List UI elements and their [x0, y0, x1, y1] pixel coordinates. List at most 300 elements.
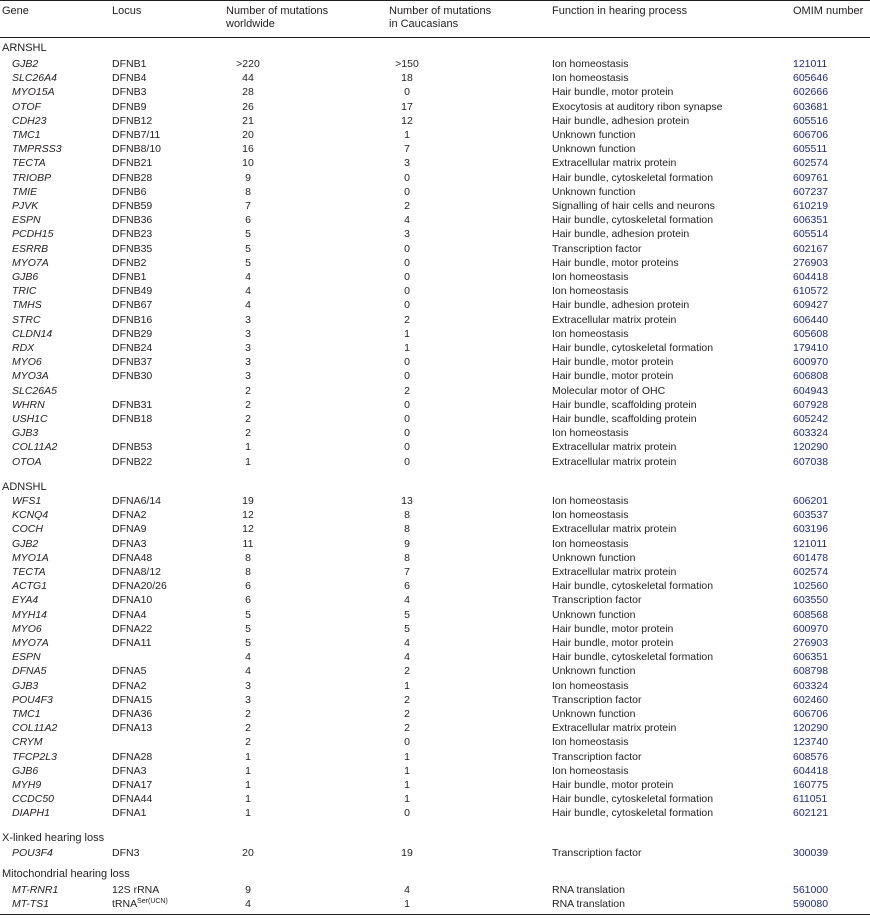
- cell-function: Unknown function: [552, 129, 636, 141]
- cell-gene: TMIE: [12, 185, 38, 198]
- cell-caucasians: 0: [404, 171, 410, 184]
- cell-worldwide: 20: [242, 129, 254, 141]
- table-row: [0, 426, 870, 440]
- cell-function: Ion homeostasis: [552, 285, 629, 298]
- cell-omim: 603537: [793, 509, 829, 522]
- cell-locus: DFNA6/14: [112, 495, 162, 507]
- cell-gene: CCDC50: [12, 793, 55, 806]
- cell-caucasians: 4: [404, 637, 410, 649]
- cell-omim: 276903: [793, 637, 829, 649]
- cell-caucasians: 2: [404, 665, 410, 678]
- cell-function: Hair bundle, adhesion protein: [552, 114, 690, 127]
- cell-worldwide: 4: [245, 271, 251, 283]
- cell-function: Ion homeostasis: [552, 58, 629, 70]
- cell-worldwide: 2: [245, 384, 251, 397]
- cell-worldwide: 5: [245, 228, 251, 241]
- cell-caucasians: 1: [404, 342, 410, 354]
- cell-gene: USH1C: [12, 413, 48, 425]
- cell-caucasians: 2: [404, 693, 410, 706]
- cell-function: Ion homeostasis: [552, 764, 629, 777]
- cell-caucasians: 5: [404, 622, 410, 635]
- table-row: [0, 522, 870, 536]
- cell-worldwide: 12: [242, 523, 254, 536]
- cell-caucasians: 3: [404, 228, 410, 241]
- cell-worldwide: 5: [245, 622, 251, 635]
- table-row: [0, 778, 870, 792]
- cell-caucasians: >150: [395, 58, 419, 70]
- cell-omim: 121011: [793, 58, 828, 70]
- cell-gene: WHRN: [12, 398, 45, 411]
- cell-caucasians: 0: [404, 370, 410, 383]
- table-row: [0, 883, 870, 897]
- cell-worldwide: 5: [245, 608, 251, 621]
- cell-locus: DFNA20/26: [112, 580, 167, 593]
- table-row: [0, 846, 870, 860]
- table-row: [0, 764, 870, 778]
- table-row: [0, 256, 870, 270]
- cell-caucasians: 1: [404, 750, 410, 763]
- header-caucasians-line2: in Caucasians: [389, 18, 459, 30]
- cell-gene: MYH14: [12, 608, 48, 621]
- cell-worldwide: 2: [245, 708, 251, 720]
- table-row: [0, 693, 870, 707]
- cell-caucasians: 4: [404, 214, 410, 227]
- cell-worldwide: 3: [245, 327, 251, 340]
- cell-locus: DFNA5: [112, 665, 147, 678]
- cell-omim: 602167: [793, 242, 829, 255]
- cell-caucasians: 2: [404, 384, 410, 397]
- cell-function: Transcription factor: [552, 594, 642, 607]
- cell-caucasians: 1: [404, 898, 410, 911]
- table-row: [0, 270, 870, 284]
- cell-omim: 605646: [793, 72, 829, 85]
- cell-function: Hair bundle, adhesion protein: [552, 228, 690, 241]
- cell-locus: DFNB30: [112, 370, 153, 383]
- cell-gene: GJB3: [12, 427, 39, 440]
- table-header: [0, 0, 870, 38]
- cell-omim: 602460: [793, 693, 829, 706]
- cell-worldwide: 9: [245, 171, 251, 184]
- cell-locus: DFNA8/12: [112, 566, 162, 578]
- cell-function: Unknown function: [552, 143, 636, 156]
- cell-locus: DFNB23: [112, 228, 153, 241]
- cell-omim: 610572: [793, 285, 829, 298]
- table-row: [0, 199, 870, 213]
- cell-function: Hair bundle, scaffolding protein: [552, 413, 697, 425]
- cell-worldwide: 26: [242, 100, 254, 113]
- cell-function: Hair bundle, motor protein: [552, 637, 674, 649]
- cell-locus: DFNB29: [112, 327, 153, 340]
- cell-caucasians: 0: [404, 271, 410, 283]
- cell-omim: 605242: [793, 413, 829, 425]
- cell-worldwide: 1: [245, 793, 251, 806]
- cell-worldwide: 3: [245, 342, 251, 354]
- header-gene: Gene: [2, 5, 29, 17]
- cell-omim: 606351: [793, 214, 829, 227]
- cell-caucasians: 5: [404, 608, 410, 621]
- cell-omim: 605608: [793, 327, 829, 340]
- cell-caucasians: 4: [404, 651, 410, 664]
- cell-function: Ion homeostasis: [552, 509, 629, 522]
- cell-gene: EYA4: [12, 594, 39, 607]
- locus-superscript: Ser(UCN): [137, 898, 168, 906]
- cell-omim: 179410: [793, 342, 829, 354]
- cell-locus: DFNB1: [112, 271, 147, 283]
- cell-omim: 606351: [793, 651, 829, 664]
- cell-locus: DFNA4: [112, 608, 147, 621]
- table-row: [0, 750, 870, 764]
- cell-worldwide: 16: [242, 143, 254, 156]
- table-row: [0, 185, 870, 199]
- cell-function: Ion homeostasis: [552, 537, 629, 550]
- cell-gene: TMPRSS3: [12, 143, 62, 156]
- cell-caucasians: 8: [404, 523, 410, 536]
- cell-caucasians: 1: [404, 327, 410, 340]
- cell-locus: DFNB36: [112, 214, 153, 227]
- cell-function: Signalling of hair cells and neurons: [552, 200, 715, 212]
- cell-caucasians: 1: [404, 679, 410, 692]
- cell-gene: TMC1: [12, 129, 41, 141]
- table-row: [0, 85, 870, 99]
- cell-locus: DFNB12: [112, 114, 153, 127]
- cell-function: Hair bundle, cytoskeletal formation: [552, 171, 714, 184]
- cell-locus: DFNB49: [112, 285, 153, 298]
- cell-worldwide: 5: [245, 256, 251, 269]
- table-bottom-rule: [0, 914, 870, 915]
- cell-caucasians: 12: [401, 114, 413, 127]
- cell-function: Transcription factor: [552, 847, 642, 859]
- cell-gene: COCH: [12, 523, 43, 536]
- cell-worldwide: 21: [242, 114, 254, 127]
- cell-function: Hair bundle, motor protein: [552, 86, 674, 99]
- cell-caucasians: 19: [401, 847, 413, 859]
- cell-function: Unknown function: [552, 608, 636, 621]
- cell-gene: ESPN: [12, 651, 41, 664]
- table-row: [0, 341, 870, 355]
- table-row: [0, 71, 870, 85]
- cell-locus: DFNB18: [112, 413, 153, 425]
- cell-caucasians: 4: [404, 594, 410, 607]
- section-heading: Mitochondrial hearing loss: [2, 868, 130, 880]
- cell-function: Hair bundle, adhesion protein: [552, 299, 690, 312]
- cell-omim: 608798: [793, 665, 829, 678]
- table-row: [0, 227, 870, 241]
- cell-function: Hair bundle, motor protein: [552, 370, 674, 383]
- cell-function: Ion homeostasis: [552, 271, 629, 283]
- cell-omim: 606706: [793, 129, 829, 141]
- cell-worldwide: 2: [245, 413, 251, 425]
- cell-function: RNA translation: [552, 898, 625, 911]
- cell-gene: MT-TS1: [12, 898, 49, 911]
- section-heading: X-linked hearing loss: [2, 832, 105, 844]
- table-row: [0, 213, 870, 227]
- cell-gene: MYO7A: [12, 637, 49, 649]
- cell-locus: 12S rRNA: [112, 884, 160, 896]
- cell-gene: MYO15A: [12, 86, 55, 99]
- cell-function: Hair bundle, cytoskeletal formation: [552, 580, 714, 593]
- cell-locus: DFNA28: [112, 750, 153, 763]
- cell-function: Transcription factor: [552, 693, 642, 706]
- cell-omim: 605514: [793, 228, 829, 241]
- cell-omim: 590080: [793, 898, 829, 911]
- cell-gene: PCDH15: [12, 228, 54, 241]
- cell-worldwide: 5: [245, 637, 251, 649]
- cell-function: Hair bundle, motor proteins: [552, 256, 679, 269]
- cell-gene: CRYM: [12, 736, 43, 749]
- cell-gene: GJB6: [12, 271, 39, 283]
- cell-locus: DFNB16: [112, 313, 153, 326]
- cell-caucasians: 13: [401, 495, 413, 507]
- cell-worldwide: 3: [245, 356, 251, 369]
- cell-omim: 604943: [793, 384, 829, 397]
- table-row: [0, 100, 870, 114]
- cell-caucasians: 0: [404, 427, 410, 440]
- cell-worldwide: 1: [245, 750, 251, 763]
- cell-caucasians: 3: [404, 157, 410, 170]
- cell-gene: TRIC: [12, 285, 37, 298]
- cell-caucasians: 6: [404, 580, 410, 593]
- cell-caucasians: 8: [404, 551, 410, 564]
- cell-worldwide: 4: [245, 898, 251, 911]
- cell-locus: DFNA44: [112, 793, 153, 806]
- cell-locus: DFNB24: [112, 342, 153, 354]
- cell-omim: 602121: [793, 807, 829, 820]
- cell-caucasians: 0: [404, 356, 410, 369]
- cell-worldwide: 2: [245, 427, 251, 440]
- cell-worldwide: 12: [242, 509, 254, 522]
- cell-locus: DFNB37: [112, 356, 153, 369]
- cell-omim: 121011: [793, 537, 828, 550]
- cell-caucasians: 0: [404, 807, 410, 820]
- cell-locus: DFNB6: [112, 185, 147, 198]
- cell-function: Extracellular matrix protein: [552, 523, 677, 536]
- cell-omim: 608576: [793, 750, 829, 763]
- cell-omim: 102560: [793, 580, 829, 593]
- table-row: [0, 494, 870, 508]
- cell-caucasians: 7: [404, 566, 410, 578]
- cell-omim: 605511: [793, 143, 828, 156]
- cell-worldwide: 4: [245, 665, 251, 678]
- table-row: [0, 171, 870, 185]
- table-row: [0, 565, 870, 579]
- cell-caucasians: 0: [404, 455, 410, 468]
- cell-caucasians: 2: [404, 313, 410, 326]
- cell-worldwide: 1: [245, 807, 251, 820]
- cell-locus: DFNA11: [112, 637, 152, 649]
- cell-caucasians: 0: [404, 413, 410, 425]
- cell-gene: ACTG1: [12, 580, 48, 593]
- cell-locus: DFNB7/11: [112, 129, 161, 141]
- cell-omim: 120290: [793, 441, 829, 454]
- table-row: [0, 114, 870, 128]
- cell-worldwide: 3: [245, 693, 251, 706]
- cell-caucasians: 8: [404, 509, 410, 522]
- cell-function: Hair bundle, cytoskeletal formation: [552, 214, 714, 227]
- cell-gene: MT-RNR1: [12, 884, 59, 896]
- cell-caucasians: 0: [404, 86, 410, 99]
- table-row: [0, 440, 870, 454]
- cell-gene: TRIOBP: [12, 171, 52, 184]
- cell-locus: DFNB3: [112, 86, 147, 99]
- header-caucasians: [389, 5, 491, 31]
- cell-gene: COL11A2: [12, 441, 58, 454]
- cell-caucasians: 2: [404, 708, 410, 720]
- cell-gene: GJB6: [12, 764, 39, 777]
- cell-locus: DFNA36: [112, 708, 153, 720]
- cell-worldwide: 4: [245, 285, 251, 298]
- cell-omim: 123740: [793, 736, 829, 749]
- cell-worldwide: >220: [236, 58, 260, 70]
- cell-worldwide: 3: [245, 370, 251, 383]
- cell-worldwide: 2: [245, 398, 251, 411]
- cell-gene: POU3F4: [12, 847, 53, 859]
- cell-locus: DFNA10: [112, 594, 153, 607]
- cell-function: Ion homeostasis: [552, 495, 629, 507]
- cell-worldwide: 4: [245, 651, 251, 664]
- header-caucasians-line1: Number of mutations: [389, 5, 492, 17]
- cell-function: Hair bundle, motor protein: [552, 779, 674, 791]
- cell-worldwide: 3: [245, 679, 251, 692]
- cell-locus: DFNB8/10: [112, 143, 162, 156]
- table-row: [0, 355, 870, 369]
- cell-omim: 602574: [793, 566, 829, 578]
- cell-worldwide: 11: [242, 537, 254, 550]
- cell-omim: 160775: [793, 779, 829, 791]
- cell-function: Extracellular matrix protein: [552, 157, 677, 170]
- cell-caucasians: 0: [404, 242, 410, 255]
- table-row: [0, 242, 870, 256]
- cell-omim: 606808: [793, 370, 829, 383]
- cell-gene: MYO6: [12, 622, 42, 635]
- cell-caucasians: 0: [404, 299, 410, 312]
- cell-worldwide: 1: [245, 441, 251, 454]
- cell-caucasians: 2: [404, 200, 410, 212]
- cell-function: Hair bundle, scaffolding protein: [552, 398, 697, 411]
- table-row: [0, 412, 870, 426]
- cell-omim: 600970: [793, 356, 829, 369]
- table-row: [0, 636, 870, 650]
- table-row: [0, 593, 870, 607]
- cell-omim: 610219: [793, 200, 829, 212]
- cell-omim: 603196: [793, 523, 829, 536]
- header-omim: OMIM number: [793, 5, 864, 17]
- cell-locus: DFNA9: [112, 523, 147, 536]
- cell-omim: 604418: [793, 271, 829, 283]
- cell-worldwide: 10: [242, 157, 254, 170]
- cell-omim: 276903: [793, 256, 829, 269]
- cell-locus: DFNB59: [112, 200, 153, 212]
- table-row: [0, 664, 870, 678]
- cell-worldwide: 44: [242, 72, 254, 85]
- cell-gene: GJB2: [12, 58, 39, 70]
- table-row: [0, 537, 870, 551]
- cell-worldwide: 6: [245, 580, 251, 593]
- cell-function: Extracellular matrix protein: [552, 566, 677, 578]
- cell-omim: 603324: [793, 427, 829, 440]
- cell-function: Ion homeostasis: [552, 72, 629, 85]
- table-row: [0, 707, 870, 721]
- cell-function: Extracellular matrix protein: [552, 455, 677, 468]
- cell-gene: ESPN: [12, 214, 41, 227]
- cell-omim: 603681: [793, 100, 829, 113]
- cell-locus: DFNB2: [112, 256, 147, 269]
- cell-omim: 600970: [793, 622, 829, 635]
- cell-worldwide: 1: [245, 455, 251, 468]
- cell-locus: tRNA$^{Ser(UCN)}$: [112, 898, 168, 911]
- cell-gene: MYH9: [12, 779, 42, 791]
- cell-gene: SLC26A4: [12, 72, 57, 85]
- cell-function: Ion homeostasis: [552, 679, 629, 692]
- cell-omim: 607928: [793, 398, 829, 411]
- cell-function: Transcription factor: [552, 750, 642, 763]
- cell-omim: 603550: [793, 594, 829, 607]
- cell-omim: 602666: [793, 86, 829, 99]
- cell-function: Hair bundle, motor protein: [552, 356, 674, 369]
- cell-caucasians: 7: [404, 143, 410, 156]
- cell-worldwide: 6: [245, 214, 251, 227]
- cell-function: RNA translation: [552, 884, 625, 896]
- cell-gene: COL11A2: [12, 722, 58, 735]
- cell-caucasians: 1: [404, 764, 410, 777]
- table-row: [0, 57, 870, 71]
- cell-function: Extracellular matrix protein: [552, 441, 677, 454]
- cell-gene: OTOF: [12, 100, 41, 113]
- cell-gene: TMC1: [12, 708, 41, 720]
- cell-locus: DFNA15: [112, 693, 153, 706]
- table-row: [0, 735, 870, 749]
- cell-omim: 601478: [793, 551, 829, 564]
- cell-omim: 561000: [793, 884, 829, 896]
- cell-worldwide: 28: [242, 86, 254, 99]
- cell-locus: DFNA3: [112, 537, 147, 550]
- cell-gene: CLDN14: [12, 327, 53, 340]
- cell-locus: DFNB53: [112, 441, 153, 454]
- cell-locus: DFNA3: [112, 764, 147, 777]
- cell-caucasians: 0: [404, 256, 410, 269]
- cell-omim: 606440: [793, 313, 829, 326]
- cell-function: Ion homeostasis: [552, 736, 629, 749]
- cell-worldwide: 4: [245, 299, 251, 312]
- cell-function: Ion homeostasis: [552, 427, 629, 440]
- cell-caucasians: 0: [404, 285, 410, 298]
- cell-worldwide: 8: [245, 566, 251, 578]
- cell-caucasians: 18: [401, 72, 413, 85]
- cell-function: Molecular motor of OHC: [552, 384, 666, 397]
- cell-omim: 611051: [793, 793, 828, 806]
- cell-gene: ESRRB: [12, 242, 49, 255]
- cell-omim: 603324: [793, 679, 829, 692]
- cell-gene: GJB3: [12, 679, 39, 692]
- cell-worldwide: 20: [242, 847, 254, 859]
- cell-caucasians: 1: [404, 779, 410, 791]
- cell-omim: 607237: [793, 185, 829, 198]
- header-worldwide-line1: Number of mutations: [226, 5, 329, 17]
- table-row: [0, 369, 870, 383]
- cell-locus: DFNB21: [112, 157, 153, 170]
- cell-caucasians: 1: [404, 793, 410, 806]
- cell-worldwide: 7: [245, 200, 251, 212]
- cell-omim: 300039: [793, 847, 829, 859]
- cell-locus: DFNA13: [112, 722, 153, 735]
- cell-locus: DFNB1: [112, 58, 147, 70]
- cell-omim: 609761: [793, 171, 829, 184]
- section-heading: ADNSHL: [2, 481, 47, 493]
- cell-gene: GJB2: [12, 537, 39, 550]
- cell-caucasians: 0: [404, 441, 410, 454]
- cell-locus: DFNB28: [112, 171, 153, 184]
- cell-omim: 605516: [793, 114, 829, 127]
- cell-locus: DFNB22: [112, 455, 153, 468]
